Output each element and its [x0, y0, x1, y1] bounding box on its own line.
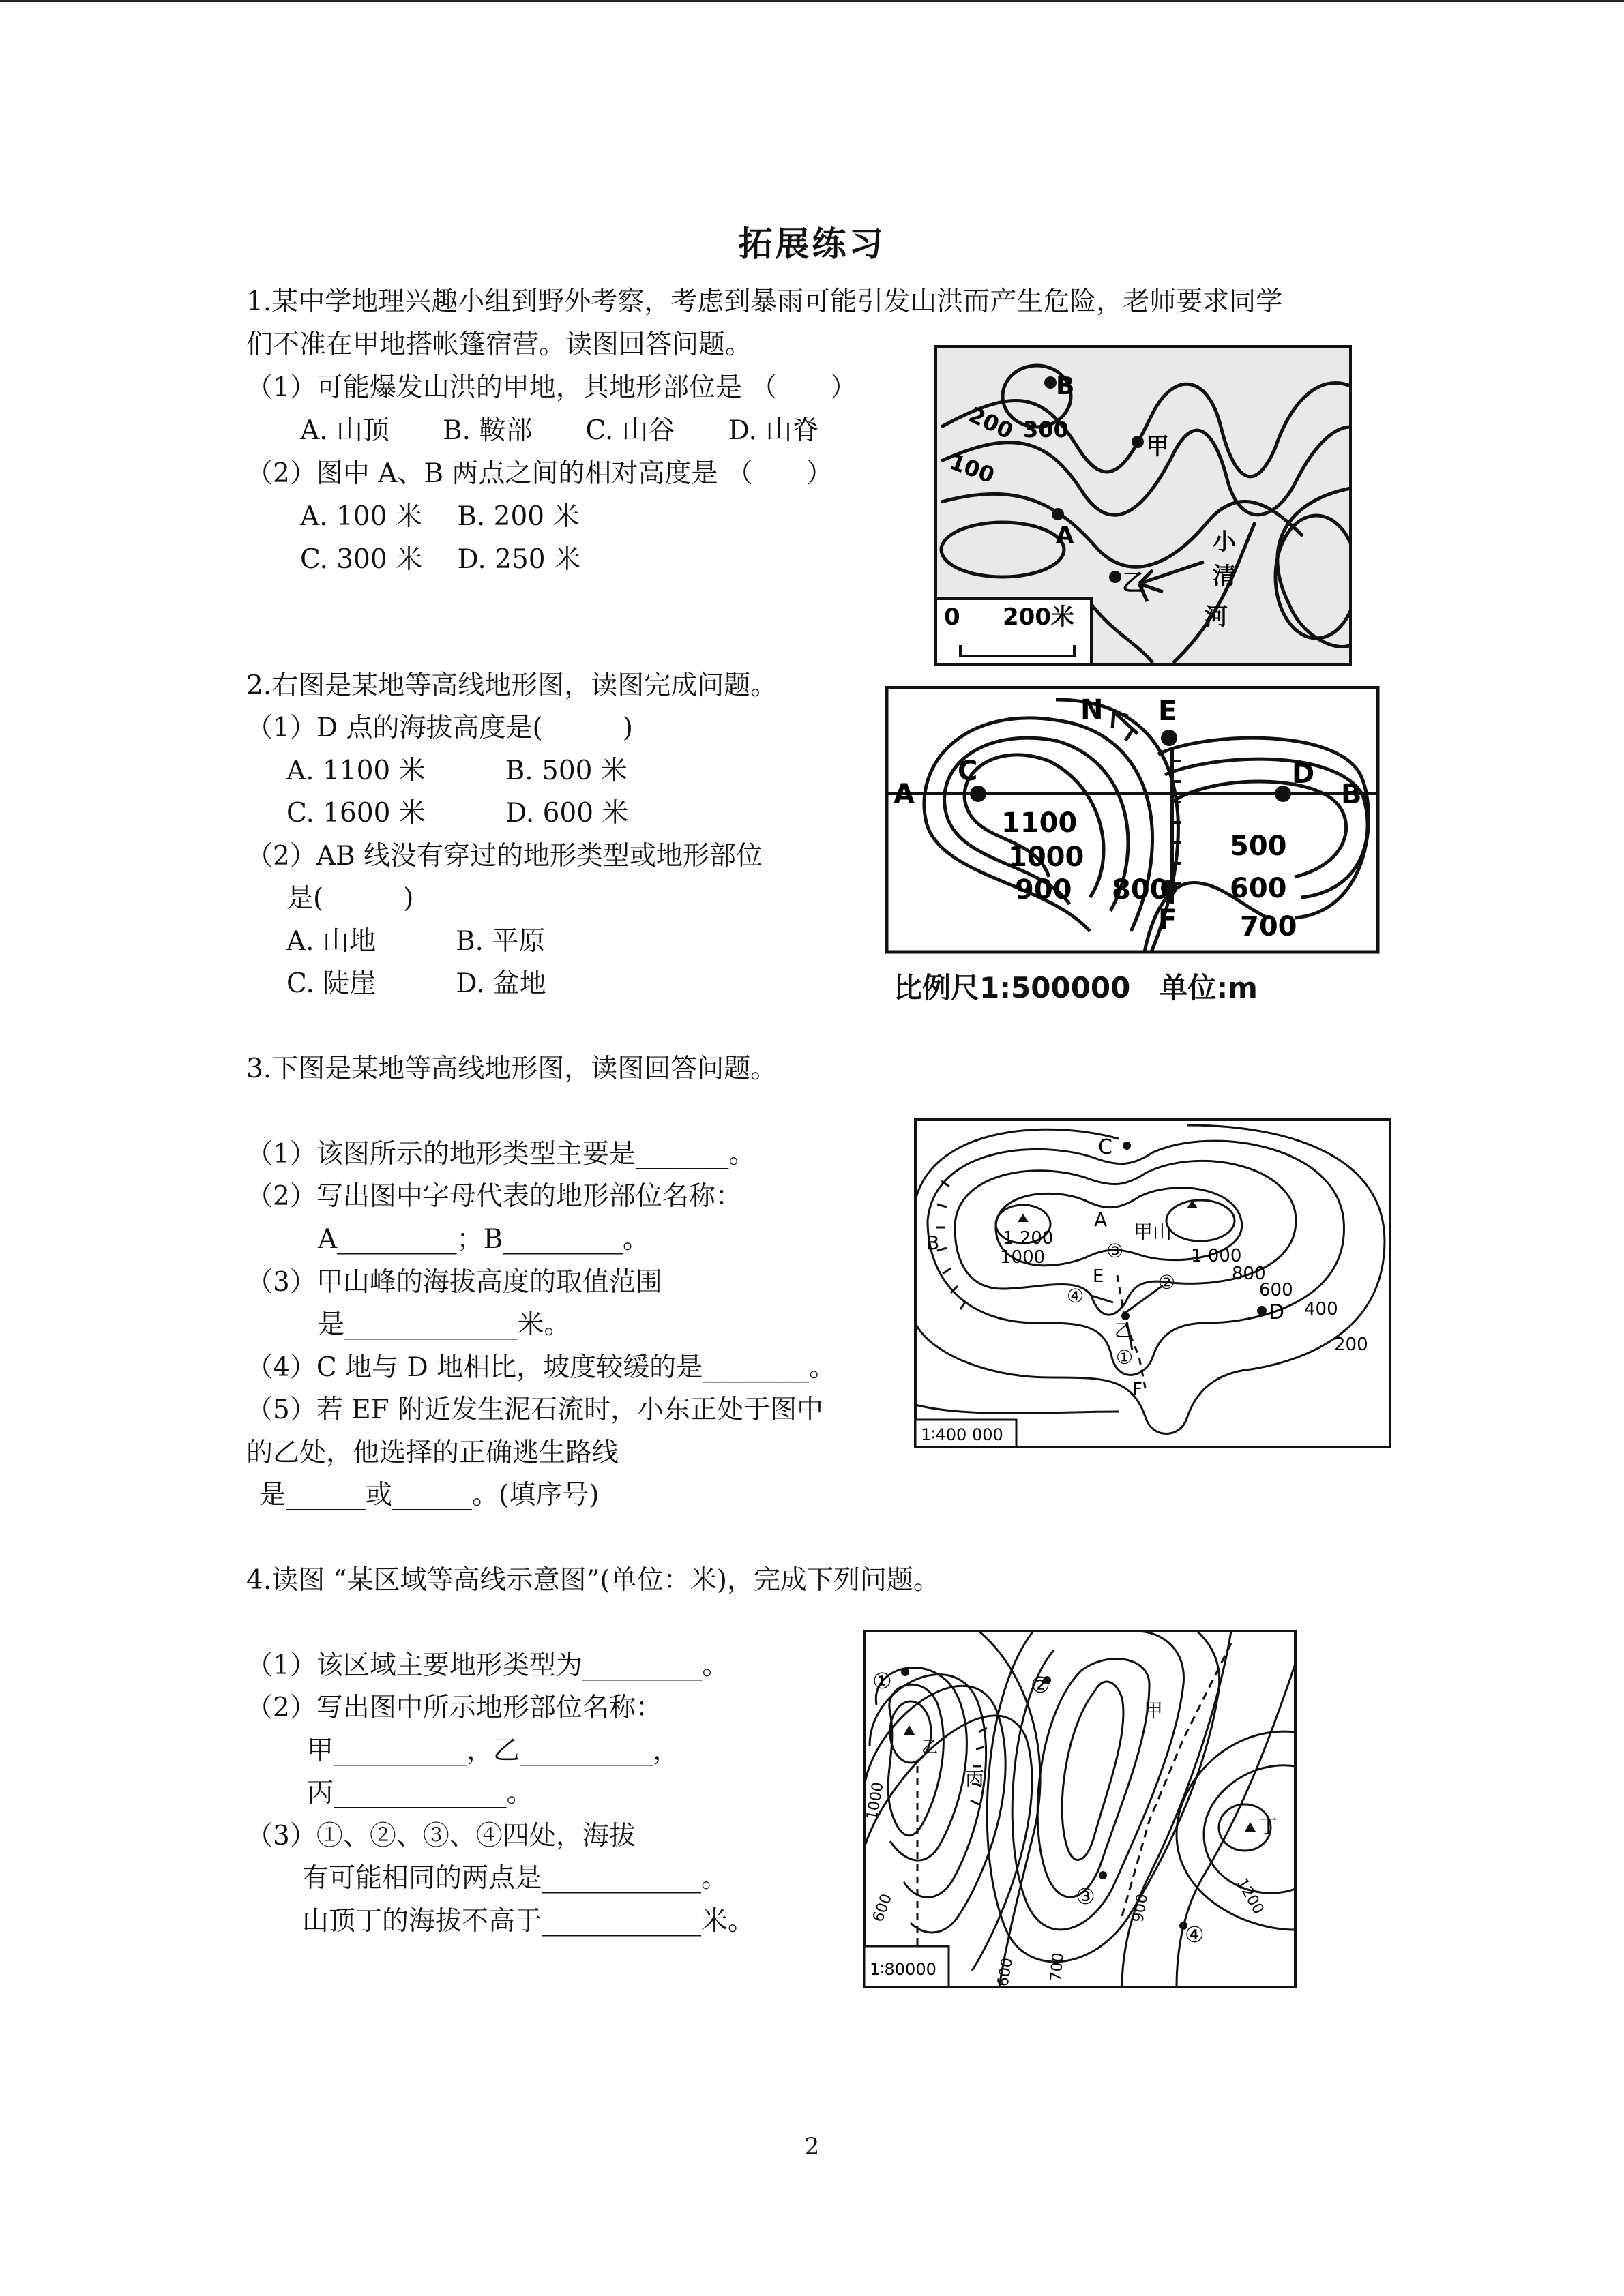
q2-contour-500: 500 [1230, 831, 1287, 862]
q3-label-d: D [1269, 1300, 1285, 1324]
q2-contour-900: 900 [1015, 874, 1072, 906]
q4-sub2-bing: 丙_____________。 [307, 1778, 533, 1808]
q3-route-4: ④ [1067, 1285, 1084, 1307]
q4-point-3: ③ [1076, 1883, 1095, 1909]
q2-label-c: C [958, 756, 978, 787]
q2-scale-text: 比例尺1:500000 单位:m [894, 971, 1258, 1004]
q4-point-1: ① [872, 1668, 892, 1694]
q2-label-f: F [1158, 904, 1177, 936]
q1-river-char-2: 清 [1213, 563, 1236, 590]
q4-stem: 4.读图 “某区域等高线示意图”(单位：米)，完成下列问题。 [246, 1565, 940, 1596]
q3-label-yi: 乙 [1114, 1321, 1133, 1341]
q1-label-300: 300 [1023, 417, 1069, 443]
q4-sub3: （3）①、②、③、④四处，海拔 [246, 1821, 636, 1851]
q2-sub1-options-1: A. 1100 米 B. 500 米 [286, 756, 628, 786]
q3-sub5-line2: 的乙处，他选择的正确逃生路线 [246, 1437, 619, 1468]
q4-contour-600-south: 600 [994, 1956, 1017, 1988]
q2-label-a: A [894, 779, 915, 810]
q2-sub2-line2: 是( ) [286, 883, 414, 914]
q1-sub2-options-1: A. 100 米 B. 200 米 [300, 501, 580, 532]
q2-sub1-options-2: C. 1600 米 D. 600 米 [286, 798, 629, 829]
q4-sub3-line2: 有可能相同的两点是____________。 [302, 1863, 728, 1894]
q2-contour-700: 700 [1240, 911, 1297, 942]
q2-contour-1000: 1000 [1008, 841, 1084, 873]
q2-label-n: N [1080, 694, 1104, 726]
q4-point-2: ② [1031, 1672, 1050, 1698]
q3-label-e: E [1093, 1266, 1104, 1287]
q3-sub3: （3）甲山峰的海拔高度的取值范围 [246, 1267, 662, 1298]
q2-sub2-line1: （2）AB 线没有穿过的地形类型或地形部位 [246, 841, 763, 871]
q1-scale-zero: 0 [944, 603, 960, 631]
q3-sub1: （1）该图所示的地形类型主要是_______。 [246, 1139, 756, 1169]
q2-contour-600: 600 [1230, 873, 1287, 904]
q3-label-b: B [926, 1232, 940, 1254]
q3-label-f: F [1132, 1380, 1142, 1400]
q3-sub2: （2）写出图中字母代表的地形部位名称： [246, 1181, 742, 1212]
top-border-line [0, 0, 1624, 2]
q4-sub2: （2）写出图中所示地形部位名称： [246, 1693, 662, 1723]
q2-contour-800: 800 [1112, 874, 1169, 906]
q1-label-200: 200 [964, 401, 1018, 445]
q4-contour-map [863, 1630, 1297, 1988]
q3-sub5-line1: （5）若 EF 附近发生泥石流时，小东正处于图中 [246, 1395, 824, 1425]
q3-label-a: A [1094, 1208, 1108, 1231]
q1-label-a: A [1056, 522, 1074, 549]
q1-label-jia: 甲 [1146, 433, 1169, 460]
q2-label-e: E [1158, 696, 1177, 727]
q3-sub5-line3: 是______或______。(填序号) [259, 1480, 600, 1510]
q3-contour-1200: 1 200 [1003, 1228, 1054, 1249]
q1-stem-line1: 1.某中学地理兴趣小组到野外考察，考虑到暴雨可能引发山洪而产生危险，老师要求同学 [246, 286, 1283, 317]
q3-contour-800: 800 [1232, 1264, 1266, 1284]
q3-contour-400: 400 [1304, 1299, 1338, 1320]
q1-sub2: （2）图中 A、B 两点之间的相对高度是 （ ） [246, 458, 833, 489]
q3-contour-1000-west: 1000 [1000, 1247, 1046, 1268]
q3-stem: 3.下图是某地等高线地形图，读图回答问题。 [246, 1054, 778, 1084]
q2-label-d: D [1292, 758, 1315, 790]
q4-contour-1200: 1200 [1232, 1875, 1267, 1918]
q3-contour-600: 600 [1259, 1280, 1293, 1300]
q4-contour-1000: 1000 [863, 1780, 887, 1822]
q3-label-c: C [1098, 1135, 1112, 1159]
q4-contour-700: 700 [1048, 1952, 1067, 1982]
q1-label-b: B [1056, 372, 1075, 400]
q3-route-3: ③ [1106, 1240, 1124, 1262]
q1-label-100: 100 [946, 448, 999, 489]
q2-sub2-options-2: C. 陡崖 D. 盆地 [286, 968, 546, 999]
q3-scale: 1∶400 000 [921, 1425, 1003, 1444]
q1-label-yi: 乙 [1122, 569, 1145, 597]
q1-sub1-options: A. 山顶 B. 鞍部 C. 山谷 D. 山脊 [300, 415, 819, 446]
q4-label-bing: 丙 [965, 1768, 985, 1790]
q1-sub1: （1）可能爆发山洪的甲地，其地形部位是 （ ） [246, 372, 857, 403]
q4-sub1: （1）该区域主要地形类型为_________。 [246, 1650, 729, 1681]
q4-sub2-jiayi: 甲__________，乙__________， [307, 1735, 680, 1766]
q3-route-1: ① [1116, 1346, 1134, 1369]
q4-label-ding: 丁 [1258, 1815, 1278, 1838]
q4-contour-600-west: 600 [870, 1892, 896, 1925]
q4-scale: 1∶80000 [870, 1960, 936, 1979]
q2-sub2-options-1: A. 山地 B. 平原 [286, 926, 546, 957]
page-number: 2 [804, 2133, 820, 2160]
q1-scale-length: 200米 [1003, 603, 1074, 631]
q4-label-jia: 甲 [1144, 1699, 1164, 1722]
q3-sub2-ab: A_________；B_________。 [318, 1224, 649, 1255]
q3-contour-map [914, 1118, 1391, 1448]
q1-river-char-3: 河 [1205, 603, 1228, 631]
q4-contour-900: 900 [1130, 1892, 1152, 1924]
q3-label-jiashan: 甲山 [1134, 1221, 1172, 1243]
q2-contour-map [885, 686, 1381, 955]
q2-sub1: （1）D 点的海拔高度是( ) [246, 713, 633, 743]
q3-contour-200: 200 [1334, 1335, 1368, 1355]
q2-contour-1100: 1100 [1001, 807, 1078, 839]
q3-sub4: （4）C 地与 D 地相比，坡度较缓的是________。 [246, 1352, 836, 1383]
q1-contour-map [934, 345, 1352, 666]
q4-sub3-line3: 山顶丁的海拔不高于____________米。 [302, 1906, 755, 1937]
q1-sub2-options-2: C. 300 米 D. 250 米 [300, 544, 580, 575]
q4-label-yi: 乙 [921, 1738, 938, 1757]
page-title: 拓展练习 [738, 224, 886, 264]
q2-label-b: B [1341, 779, 1362, 810]
q1-river-char-1: 小 [1213, 528, 1236, 556]
q2-stem: 2.右图是某地等高线地形图，读图完成问题。 [246, 670, 778, 701]
q4-point-4: ④ [1185, 1922, 1205, 1948]
q3-sub3-blank: 是_____________米。 [318, 1309, 571, 1340]
q3-route-2: ② [1158, 1271, 1176, 1294]
q1-stem-line2: 们不准在甲地搭帐篷宿营。读图回答问题。 [246, 329, 752, 360]
q3-contour-1000-east: 1 000 [1191, 1246, 1242, 1266]
